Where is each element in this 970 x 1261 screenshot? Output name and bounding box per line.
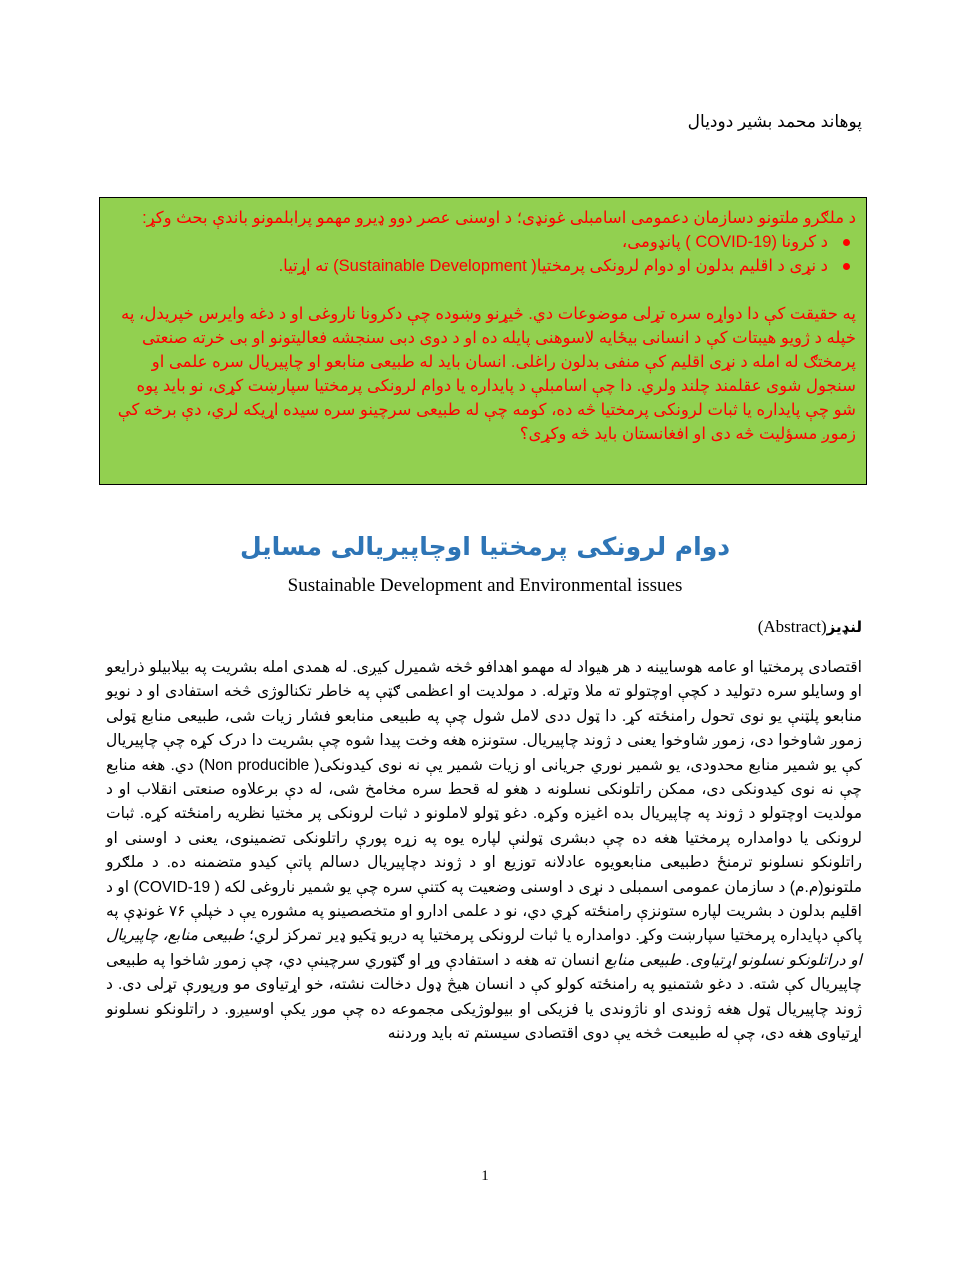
abstract-italic-natural-resources: طبیعی منابع bbox=[604, 951, 682, 969]
abstract-paragraph bbox=[106, 656, 862, 1047]
box-intro-text: د ملګرو ملتونو دسازمان دعمومی اسامبلی غونډی؛ د اوسنی عصر دوو ډیرو مهمو پرابلمونو باندې بحث وکړ: bbox=[142, 209, 856, 227]
box-bullet-list bbox=[110, 230, 856, 278]
abstract-text-part1: اقتصادی پرمختیا او عامه هوسایینه د هر هیواد له مهمو اهدافو څخه شمیرل کیږی. له همدی امله بشریت په بیلابیلو ذرایعو او وسایلو سره دتولید د کچې اوچتولو ته ملا وتړله. د مولدیت او اعظمی ګټې په خاطر تکنالوژی څخه استفادی او د نویو منابعو پلټنې یو نوی تحول رامنځته کړ. دا ټول ددی لامل شول چې په طبیعی منابعو فشار زیات شی، طبیعی منابع ټولی زموږ شاوخوا دی، زموږ شاوخوا یعنی د ژوند چاپیریال. ستونزه هغه وخت پیدا شوه چې بشریت دا درک کړه چې چاپیریال کې یو شمیر منابع محدودی، یو شمیر نوري جریانی او زیات شمیر یې نه نوی کیدونکی( Non producible) دي. هغه منابع چې نه نوی کیدونکی دی، ممکن راتلونکی نسلونه د هغو له قحط سره مخامخ شی، له دې برعلاوه صنعتی انقلاب او د مولدیت اوچتولو د ژوند په چاپیریال بده اغیزه وکړه. دغو ټولو لاملونو د ثبات لرونکی پر مختیا نظریه رامنځته کړه. ثبات لرونکی یا دوامداره پرمختیا هغه ده چې دبشری ټولنې لپاره یوه په زړه پورې راتلونکی تضمینوی، یعنی د اوسنی او راتلونکو نسلونو ترمنځ دطبیعی منابعویوه عادلانه توزیع او د ژوند دچاپیریال دسالم پاتې کیدو متضمنه ده. د ملګرو ملتونو(م.م) د سازمان عمومی اسمبلی د نړی د اوسنی وضعیت په کتنې سره چې یو شمیر ناروغی لکه ( COVID-19) او د اقلیم بدلون د بشریت لپاره ستونزې رامنځته کړي دي، نو د علمی ادارو او متخصصینو په مشوره یې د خپلې ۷۶ غونډې په پاکې دپایداره پرمختیا سپارښت وکړ. دوامداره یا ثبات لرونکی پرمختیا په دریو ټکیو ډیر تمرکز لري؛ bbox=[106, 659, 863, 945]
abstract-heading bbox=[758, 617, 862, 637]
box-paragraph: په حقیقت کې دا دواړه سره تړلی موضوعات دي. څیړنو وښوده چې دکرونا ناروغی او د دغه وایرس خپریدل، په خپله د ژویو هیبتات کې د انسانی بیځایه لاسوهنی پایله ده او د دوی دبی سنجشه فعالیتونو او بی خرته صنعتی پرمختګ له امله د نړی اقلیم کې منفی بدلون راغلی. انسان باید له طبیعی منابعو او چاپیریال سره علمی او سنجول شوی عقلمند چلند ولري. دا چې اسامبلې د پایداره یا دوام لرونکی پرمختیا سپارښت کړی، نو باید پوه شو چې پایداره یا ثبات لرونکی پرمختیا څه ده، کومه چې له طبیعی سرچینو سره سیده اړیکه لري، دې برخه کې زموږ مسؤلیت څه دی او افغانستان باید څه وکړی؟ bbox=[117, 305, 856, 443]
box-bullet-item: د نړی د اقلیم بدلون او دوام لرونکی پرمختیا( Sustainable Development) ته اړتیا. bbox=[110, 254, 828, 278]
document-title: دوام لرونکی پرمختیا اوچاپیریالی مسایل bbox=[239, 532, 731, 561]
document-subtitle: Sustainable Development and Environmental issues bbox=[287, 575, 683, 596]
abstract-text-part2: انسان ته هغه د استفادې وړ او ګټوري سرچینې دي، چې زموږ شاخوا په طبیعی چاپیریال کې شته. د دغو شتمنیو په رامنځته کولو کې د انسان هیڅ ډول دخالت نشته، خو اړتیاوی مو ورپورې تړلی دی. د ژوند چاپیریال ټول هغه ژوندی او ناژوندی یا فزیکی او بیولوژیکی مجموعه ده چې موږ یکې اوسیږو. د راتلونکو نسلونو اړتیاوی هغه دی، چې له طبیعت څخه یې دوی اقتصادی سیستم ته باید وردننه bbox=[106, 951, 862, 1043]
author-name: پوهاند محمد بشیر دودیال bbox=[687, 112, 862, 131]
abstract-label-english: (Abstract) bbox=[757, 617, 827, 636]
page-number: 1 bbox=[481, 1168, 489, 1184]
abstract-label-pashto: لنډیز bbox=[826, 618, 862, 636]
abstract-body bbox=[106, 656, 862, 1047]
highlight-summary-box bbox=[99, 197, 867, 485]
box-bullet-item: د کرونا (COVID-19 ) پانډومی، bbox=[110, 230, 828, 254]
abstract-italic-focus-points: طبیعی منابع، چاپیریال او دراتلونکو نسلونو اړتیاوی. bbox=[106, 927, 862, 969]
